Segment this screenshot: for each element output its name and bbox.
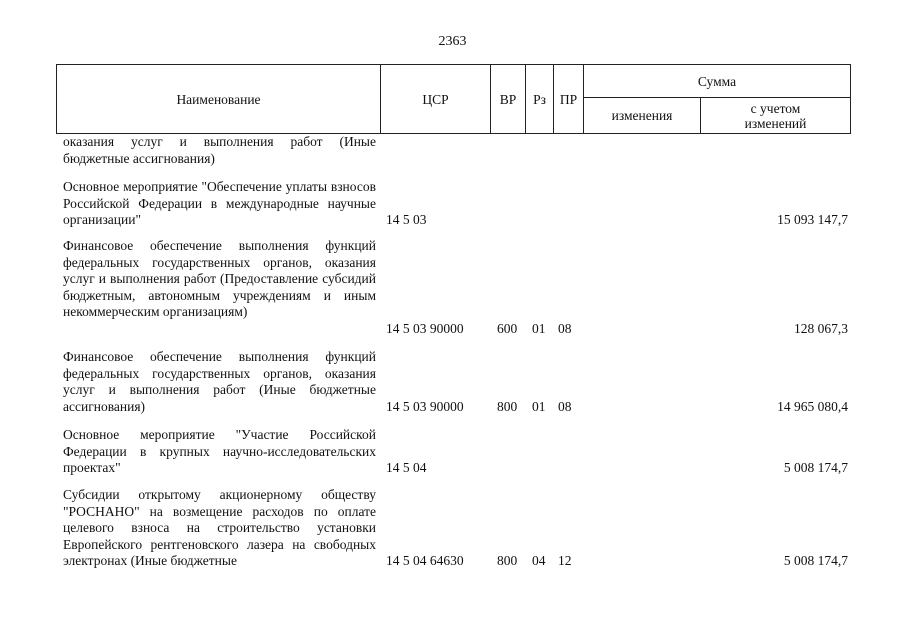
row-sum: 128 067,3 <box>794 321 848 336</box>
row-pr: 12 <box>558 553 572 568</box>
row-csr: 14 5 03 <box>386 212 427 227</box>
header-rz-label: Рз <box>533 91 546 107</box>
header-changes <box>583 97 701 134</box>
row-rz: 04 <box>532 553 546 568</box>
row-name: Субсидии открытому акционерному обществу "РОСНАНО" на возмещение расходов по оплате целевого взноса на строительство установки Европейского рентгеновского лазера на свободных электронах (Иные бюджетные <box>63 487 376 568</box>
row-name: Основное мероприятие "Участие Российской Федерации в крупных научно-исследовательских проектах" <box>63 427 376 475</box>
header-csr-label: ЦСР <box>422 91 449 107</box>
continuation-text: оказания услуг и выполнения работ (Иные бюджетные ассигнования) <box>63 134 376 166</box>
row-vr: 600 <box>497 321 518 336</box>
header-csr <box>380 64 491 134</box>
row-csr: 14 5 04 <box>386 460 427 475</box>
row-vr: 800 <box>497 553 518 568</box>
row-csr: 14 5 03 90000 <box>386 321 464 336</box>
row-csr: 14 5 03 90000 <box>386 399 464 414</box>
header-vr <box>490 64 526 134</box>
row-sum: 14 965 080,4 <box>777 399 848 414</box>
header-vr-label: ВР <box>499 91 517 107</box>
page-number: 2363 <box>438 34 467 49</box>
row-name: Финансовое обеспечение выполнения функций федеральных государственных органов, оказания услуг и выполнения работ (Иные бюджетные ассигнования) <box>63 349 376 414</box>
row-csr: 14 5 04 64630 <box>386 553 464 568</box>
header-sum-label: Сумма <box>697 73 737 89</box>
header-with-changes-line2: изменений <box>744 115 807 131</box>
header-name-label: Наименование <box>176 91 261 107</box>
table-header <box>56 64 851 134</box>
header-changes-label: изменения <box>611 108 673 123</box>
row-rz: 01 <box>532 321 546 336</box>
header-pr-label: ПР <box>559 91 578 107</box>
header-name <box>56 64 381 134</box>
row-sum: 5 008 174,7 <box>783 460 848 475</box>
row-vr: 800 <box>497 399 518 414</box>
header-pr <box>553 64 584 134</box>
row-pr: 08 <box>558 321 572 336</box>
row-sum: 5 008 174,7 <box>783 553 848 568</box>
row-rz: 01 <box>532 399 546 414</box>
row-sum: 15 093 147,7 <box>777 212 848 227</box>
header-rz <box>525 64 554 134</box>
row-pr: 08 <box>558 399 572 414</box>
row-name: Финансовое обеспечение выполнения функций федеральных государственных органов, оказания услуг и выполнения работ (Предоставление субсидий бюджетным, автономным учреждениям и иным некоммерческим организациям) <box>63 238 376 319</box>
row-name: Основное мероприятие "Обеспечение уплаты взносов Российской Федерации в международные научные организации" <box>63 179 376 227</box>
header-sum <box>583 64 851 98</box>
header-with-changes <box>700 97 851 134</box>
header-with-changes-line1: с учетом <box>750 100 801 116</box>
